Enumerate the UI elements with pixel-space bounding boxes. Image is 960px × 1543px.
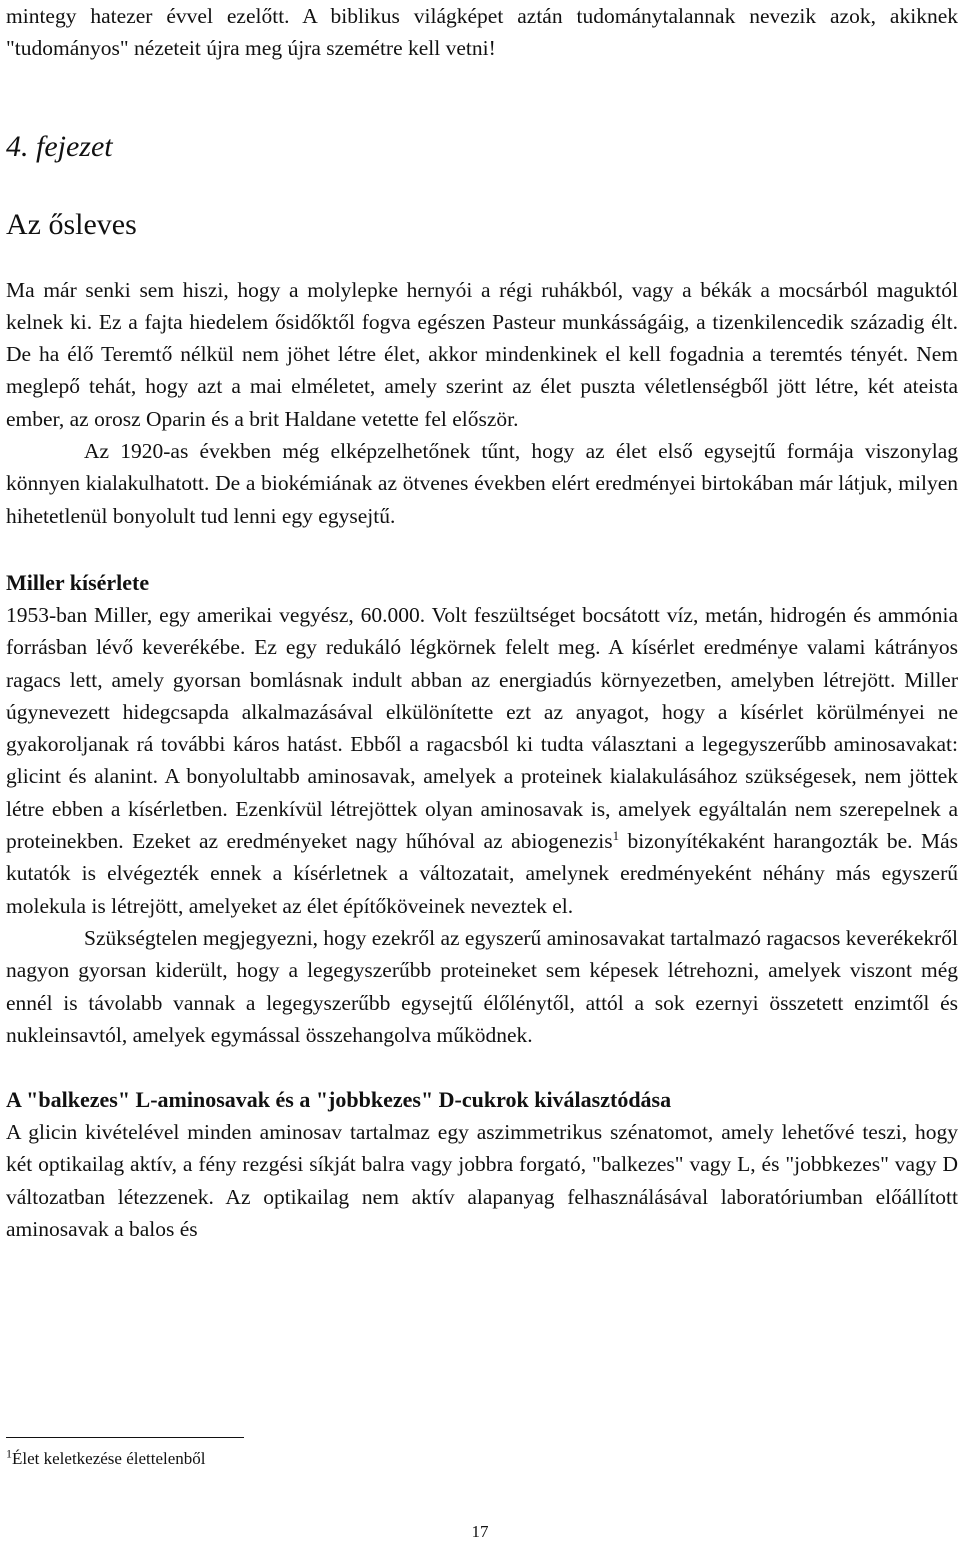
section-heading-chirality: A "balkezes" L-aminosavak és a "jobbkezes" D-cukrok kiválasztódása bbox=[6, 1087, 672, 1113]
miller-paragraph-1-part2: bizonyítékaként harangozták be. Más kutatók is elvégezték ennek a kísérletnek a változatait, amelynek eredményeként néhány más egyszerű molekula is létrejött, amelyeket az élet építőköveinek neveztek el. bbox=[6, 829, 958, 918]
chapter-title: Az ősleves bbox=[6, 207, 137, 241]
document-page bbox=[6, 0, 958, 1245]
footnote-marker: 1 bbox=[6, 1446, 12, 1461]
footnote-divider bbox=[6, 1437, 244, 1438]
chirality-paragraph: A glicin kivételével minden aminosav tartalmaz egy aszimmetrikus szénatomot, amely lehetővé teszi, hogy két optikailag aktív, a fény rezgési síkját balra vagy jobbra forgató, "balkezes" vagy L, és "jobbkezes" vagy D változatban létezzenek. Az optikailag nem aktív alapanyag felhasználásával laboratóriumban előállított aminosavak a balos és bbox=[6, 1120, 958, 1242]
body-paragraph-2: Az 1920-as években még elképzelhetőnek tűnt, hogy az élet első egysejtű formája viszonylag könnyen kialakulhatott. De a biokémiának az ötvenes években elért eredményei birtokában már látjuk, milyen hihetetlenül bonyolult tud lenni egy egysejtű. bbox=[6, 439, 958, 528]
page-number: 17 bbox=[471, 1522, 489, 1541]
miller-paragraph-2: Szükségtelen megjegyezni, hogy ezekről az egyszerű aminosavakat tartalmazó ragacsos keverékekről nagyon gyorsan kiderült, hogy a legegyszerűbb proteineket sem képesek létrehozni, amelyek viszont még ennél is távolabb vannak a legegyszerűbb egysejtű élőlénytől, attól a sok ezernyi összetett enzimtől és nukleinsavtól, amelyek egymással összehangolva működnek. bbox=[6, 925, 958, 1047]
chapter-label: 4. fejezet bbox=[6, 129, 113, 163]
intro-paragraph: mintegy hatezer évvel ezelőtt. A biblikus világképet aztán tudománytalannak nevezik azok, akiknek "tudományos" nézeteit újra meg újra szemétre kell vetni! bbox=[6, 4, 958, 61]
section-heading-miller: Miller kísérlete bbox=[6, 569, 150, 595]
miller-paragraph-1-part1: 1953-ban Miller, egy amerikai vegyész, 60.000. Volt feszültséget bocsátott víz, metán, hidrogén és ammónia forrásban lévő keverékébe. Ez egy redukáló légkörnek felelt meg. A kísérlet eredménye valami kátrányos ragacs lett, amely gyorsan bomlásnak indult abban az energiadús környezetben, amelyben létrejött. Miller úgynevezett hidegcsapda alkalmazásával elkülönítette ezt az anyagot, hogy a kísérlet körülményei ne gyakoroljanak rá további káros hatást. Ebből a ragacsból ki tudta választani a legegyszerűbb aminosavakat: glicint és alanint. A bonyolultabb aminosavak, amelyek a proteinek kialakulásához szükségesek, nem jöttek létre ebben a kísérletben. Ezenkívül létrejöttek olyan aminosavak is, amelyek egyáltalán nem szerepelnek a proteinekben. Ezeket az eredményeket nagy hűhóval az abiogenezis bbox=[6, 602, 958, 854]
footnote-text: Élet keletkezése élettelenből bbox=[12, 1449, 206, 1468]
footnote-reference: 1 bbox=[612, 827, 620, 843]
footnote bbox=[6, 1447, 206, 1471]
miller-paragraph-1 bbox=[6, 599, 958, 922]
body-paragraph-1: Ma már senki sem hiszi, hogy a molylepke hernyói a régi ruhákból, vagy a békák a mocsárból maguktól kelnek ki. Ez a fajta hiedelem ősidőktől fogva egészen Pasteur munkásságáig, a tizenkilencedik századig élt. De ha élő Teremtő nélkül nem jöhet létre élet, akkor mindenkinek el kell fogadnia a teremtés tényét. Nem meglepő tehát, hogy azt a mai elméletet, amely szerint az élet puszta véletlenségből jött létre, két ateista ember, az orosz Oparin és a brit Haldane vetette fel először. bbox=[6, 277, 958, 431]
